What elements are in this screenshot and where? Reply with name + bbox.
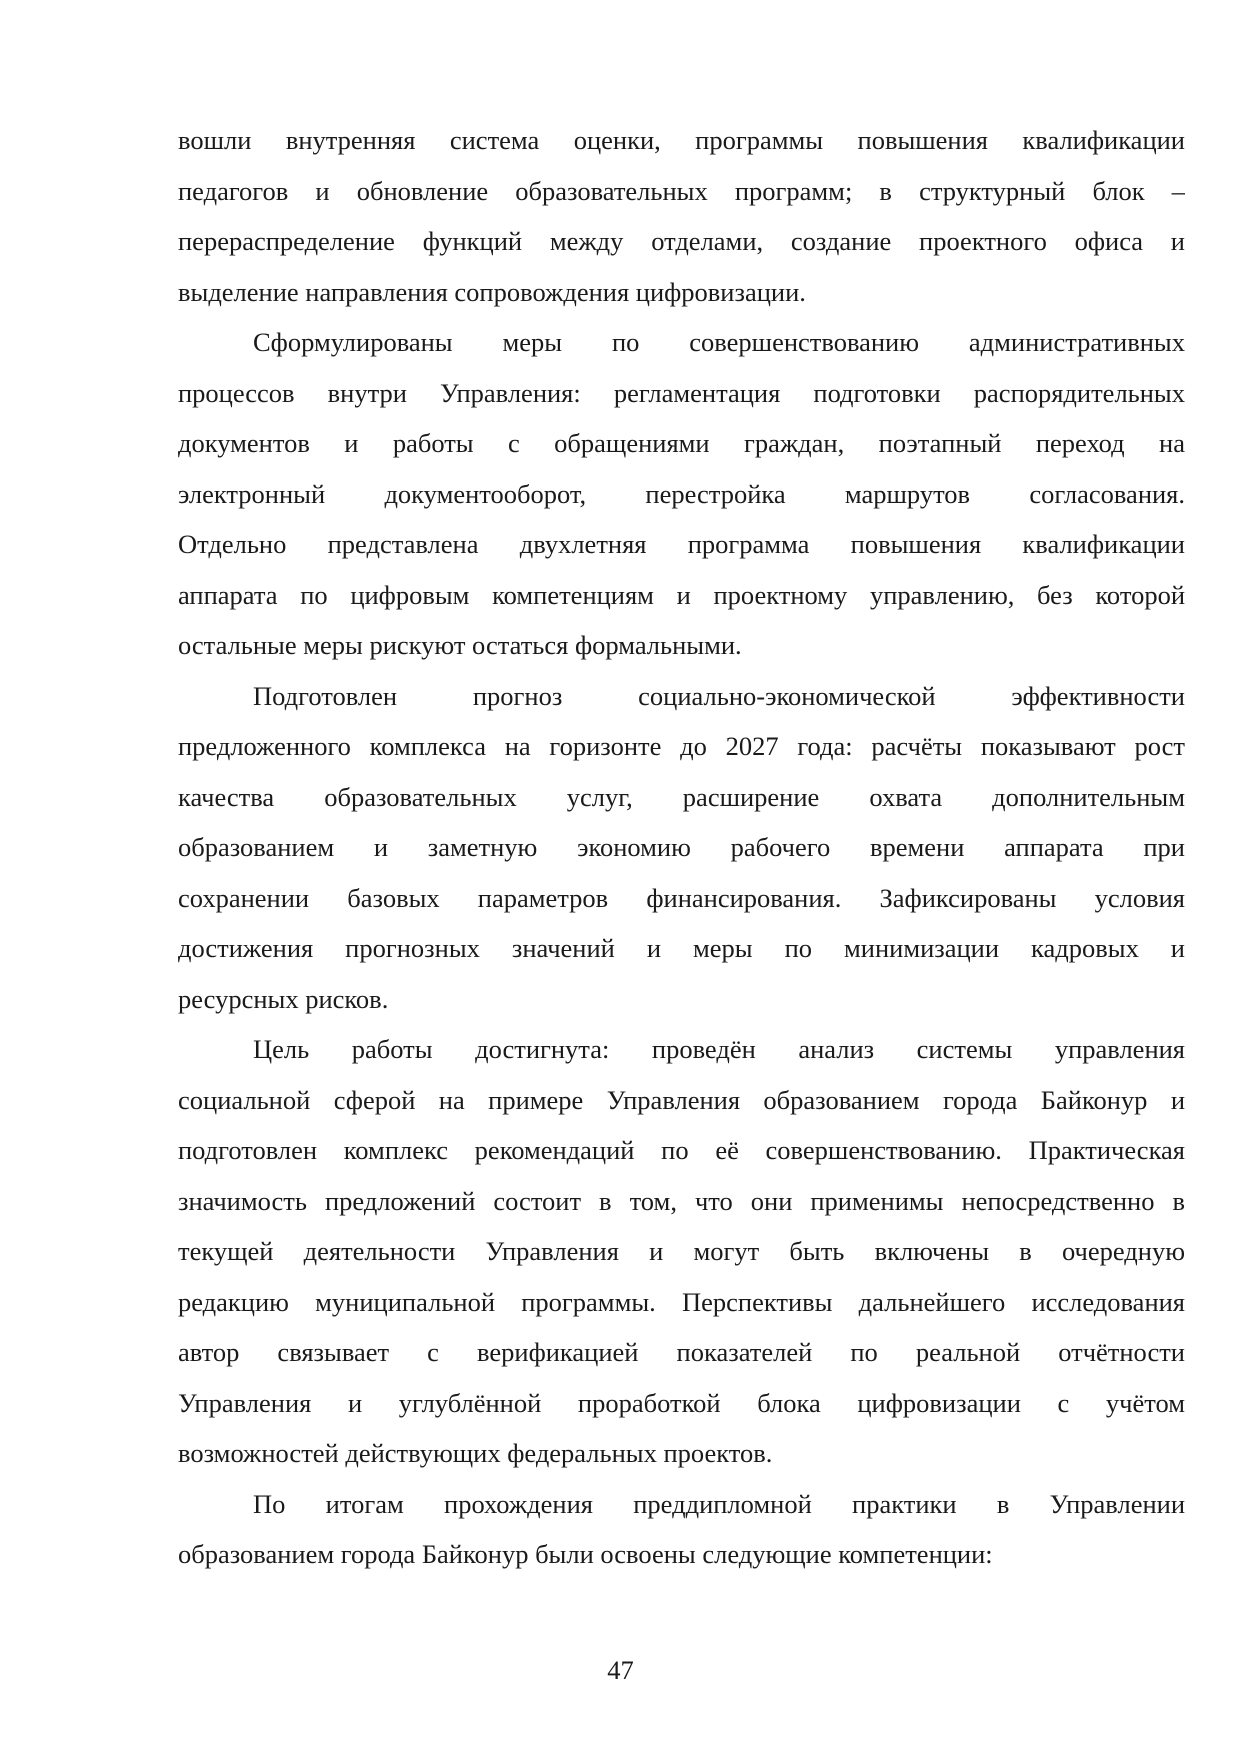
paragraph-first-line: Подготовлен прогноз социально-экономической эффективности (253, 680, 1185, 711)
paragraph-first-line: Цель работы достигнута: проведён анализ системы управления (253, 1034, 1185, 1064)
text-line: сохранении базовых параметров финансирования. Зафиксированы условия (178, 882, 1185, 913)
text-line: предложенного комплекса на горизонте до 2027 года: расчёты показывают рост (178, 731, 1185, 761)
paragraph-first-line: Сформулированы меры по совершенствованию административных (253, 327, 1185, 357)
body-text (178, 115, 1185, 1580)
text-line: Отдельно представлена двухлетняя программа повышения квалификации (178, 529, 1185, 559)
text-line: образованием и заметную экономию рабочего времени аппарата при (178, 832, 1185, 862)
text-line: перераспределение функций между отделами, создание проектного офиса и (178, 226, 1185, 256)
text-line: значимость предложений состоит в том, что они применимы непосредственно в (178, 1185, 1185, 1216)
text-line: выделение направления сопровождения цифровизации. (178, 276, 806, 307)
text-line: редакцию муниципальной программы. Перспективы дальнейшего исследования (178, 1286, 1185, 1317)
text-line: подготовлен комплекс рекомендаций по её совершенствованию. Практическая (178, 1135, 1185, 1165)
text-line: ресурсных рисков. (178, 983, 389, 1014)
text-line: аппарата по цифровым компетенциям и проектному управлению, без которой (178, 579, 1185, 610)
text-line: образованием города Байконур были освоены следующие компетенции: (178, 1539, 993, 1569)
text-line: автор связывает с верификацией показателей по реальной отчётности (178, 1337, 1185, 1367)
text-line: педагогов и обновление образовательных программ; в структурный блок – (178, 175, 1185, 206)
text-line: социальной сферой на примере Управления образованием города Байконур и (178, 1084, 1185, 1115)
page-number: 47 (607, 1655, 634, 1685)
text-line: текущей деятельности Управления и могут быть включены в очередную (178, 1236, 1185, 1266)
text-line: процессов внутри Управления: регламентация подготовки распорядительных (178, 377, 1185, 408)
text-line: возможностей действующих федеральных проектов. (178, 1438, 773, 1468)
text-line: Управления и углублённой проработкой блока цифровизации с учётом (178, 1387, 1185, 1418)
text-line: качества образовательных услуг, расширение охвата дополнительным (178, 781, 1185, 812)
paragraph-first-line: По итогам прохождения преддипломной практики в Управлении (253, 1488, 1185, 1519)
text-line: электронный документооборот, перестройка маршрутов согласования. (178, 478, 1185, 509)
text-line: документов и работы с обращениями граждан, поэтапный переход на (178, 428, 1185, 458)
text-line: достижения прогнозных значений и меры по минимизации кадровых и (178, 933, 1185, 963)
text-line: остальные меры рискуют остаться формальными. (178, 630, 742, 660)
text-line: вошли внутренняя система оценки, программы повышения квалификации (178, 125, 1185, 155)
